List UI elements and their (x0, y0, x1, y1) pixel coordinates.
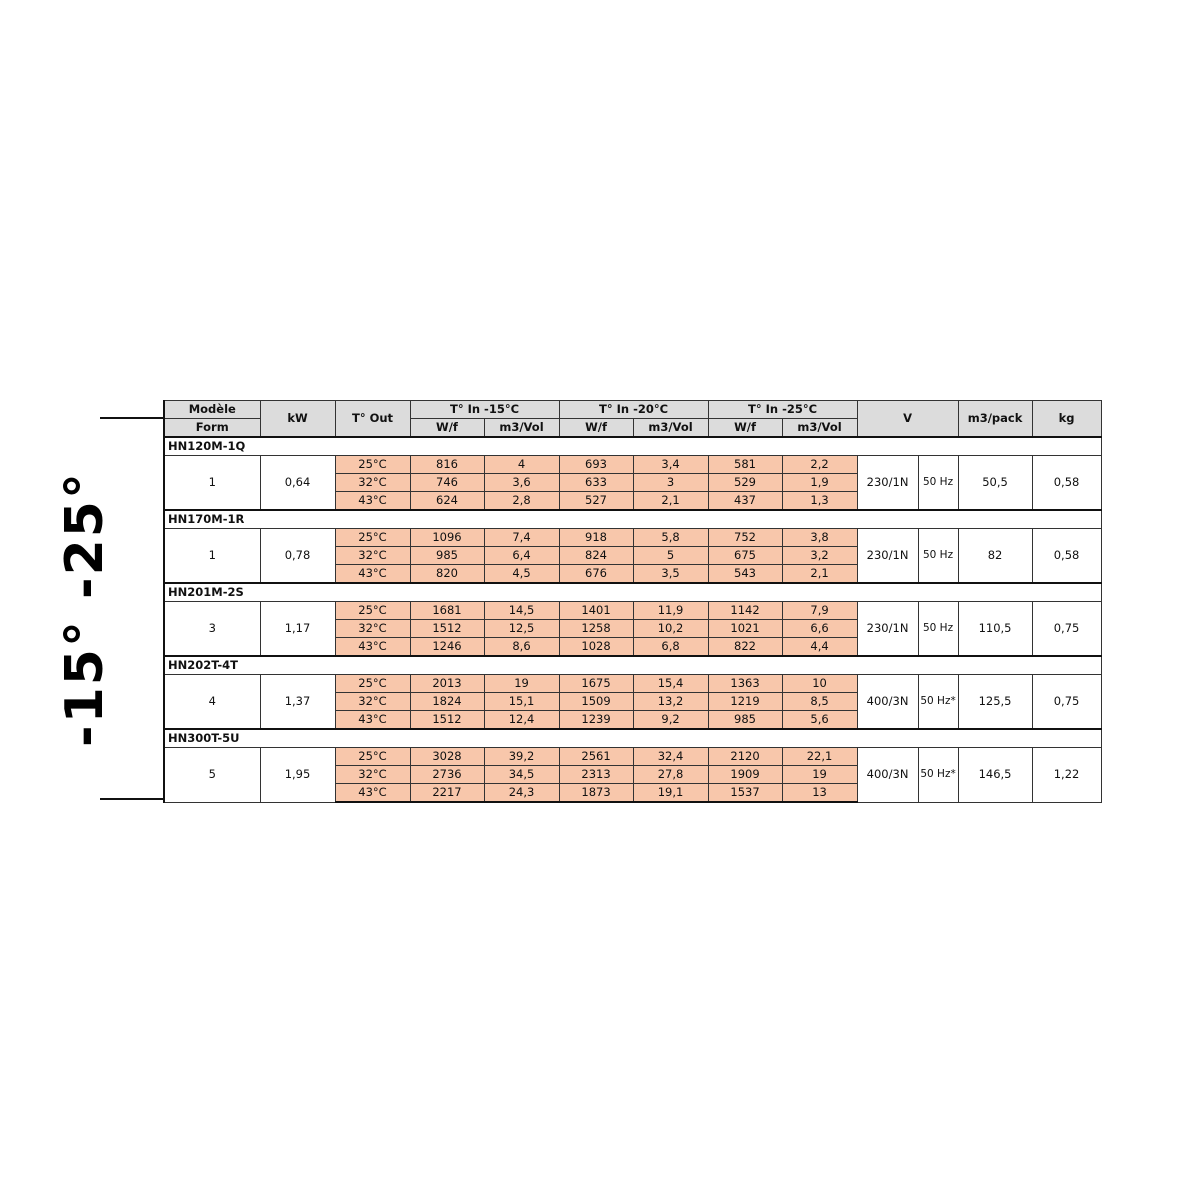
wf-25-cell: 985 (708, 711, 782, 730)
t-out-cell: 32°C (335, 547, 410, 565)
m3vol-15-cell: 15,1 (484, 693, 559, 711)
wf-15-cell: 1512 (410, 620, 484, 638)
model-name-row-fill (260, 656, 1101, 675)
wf-25-cell: 1909 (708, 766, 782, 784)
t-out-cell: 32°C (335, 766, 410, 784)
model-name: HN300T-5U (164, 729, 260, 748)
m3vol-20-cell: 3,5 (633, 565, 708, 584)
m3vol-20-cell: 11,9 (633, 602, 708, 620)
m3vol-20-cell: 5 (633, 547, 708, 565)
wf-25-cell: 1537 (708, 784, 782, 803)
wf-15-cell: 816 (410, 456, 484, 474)
t-out-cell: 25°C (335, 456, 410, 474)
m3vol-15-cell: 7,4 (484, 529, 559, 547)
form-cell: 4 (164, 675, 260, 730)
voltage-cell: 230/1N (857, 529, 918, 584)
header-kg: kg (1032, 401, 1101, 438)
header-t-in-25: T° In -25°C (708, 401, 857, 419)
m3vol-15-cell: 14,5 (484, 602, 559, 620)
wf-20-cell: 2561 (559, 748, 633, 766)
m3vol-15-cell: 12,4 (484, 711, 559, 730)
data-row (164, 675, 1101, 693)
m3-pack-cell: 82 (958, 529, 1032, 584)
model-name: HN201M-2S (164, 583, 260, 602)
t-out-cell: 25°C (335, 602, 410, 620)
wf-15-cell: 1512 (410, 711, 484, 730)
model-name-row-fill (260, 583, 1101, 602)
t-out-cell: 43°C (335, 784, 410, 803)
frequency-cell: 50 Hz (918, 529, 958, 584)
m3vol-25-cell: 22,1 (782, 748, 857, 766)
m3vol-25-cell: 3,2 (782, 547, 857, 565)
wf-15-cell: 746 (410, 474, 484, 492)
model-name-row (164, 510, 1101, 529)
m3vol-15-cell: 6,4 (484, 547, 559, 565)
m3vol-20-cell: 3 (633, 474, 708, 492)
wf-25-cell: 675 (708, 547, 782, 565)
header-wf-20: W/f (559, 419, 633, 438)
m3vol-20-cell: 13,2 (633, 693, 708, 711)
wf-15-cell: 1246 (410, 638, 484, 657)
m3vol-20-cell: 5,8 (633, 529, 708, 547)
header-row-1 (164, 401, 1101, 419)
voltage-cell: 400/3N (857, 675, 918, 730)
wf-25-cell: 1219 (708, 693, 782, 711)
header-m3vol-20: m3/Vol (633, 419, 708, 438)
wf-25-cell: 1021 (708, 620, 782, 638)
model-name-row (164, 656, 1101, 675)
voltage-cell: 230/1N (857, 602, 918, 657)
t-out-cell: 25°C (335, 529, 410, 547)
wf-20-cell: 527 (559, 492, 633, 511)
data-row (164, 748, 1101, 766)
m3vol-15-cell: 39,2 (484, 748, 559, 766)
wf-20-cell: 1675 (559, 675, 633, 693)
frequency-cell: 50 Hz (918, 456, 958, 511)
kg-cell: 1,22 (1032, 748, 1101, 803)
m3vol-25-cell: 8,5 (782, 693, 857, 711)
header-m3vol-25: m3/Vol (782, 419, 857, 438)
model-name: HN170M-1R (164, 510, 260, 529)
t-out-cell: 32°C (335, 474, 410, 492)
temperature-range-label-container (30, 418, 140, 799)
form-cell: 5 (164, 748, 260, 803)
kg-cell: 0,58 (1032, 456, 1101, 511)
m3vol-25-cell: 1,9 (782, 474, 857, 492)
wf-15-cell: 985 (410, 547, 484, 565)
data-row (164, 456, 1101, 474)
m3-pack-cell: 110,5 (958, 602, 1032, 657)
wf-20-cell: 633 (559, 474, 633, 492)
form-cell: 3 (164, 602, 260, 657)
m3vol-25-cell: 13 (782, 784, 857, 803)
wf-20-cell: 1509 (559, 693, 633, 711)
t-out-cell: 32°C (335, 620, 410, 638)
temperature-range-label: -15° -25° (55, 470, 115, 747)
m3vol-20-cell: 19,1 (633, 784, 708, 803)
wf-15-cell: 2217 (410, 784, 484, 803)
wf-20-cell: 1258 (559, 620, 633, 638)
header-m3vol-15: m3/Vol (484, 419, 559, 438)
t-out-cell: 32°C (335, 693, 410, 711)
wf-25-cell: 543 (708, 565, 782, 584)
m3vol-25-cell: 10 (782, 675, 857, 693)
frequency-cell: 50 Hz* (918, 675, 958, 730)
header-form: Form (164, 419, 260, 438)
m3vol-20-cell: 6,8 (633, 638, 708, 657)
wf-15-cell: 2736 (410, 766, 484, 784)
side-label-bottom-rule (100, 798, 164, 800)
header-kw: kW (260, 401, 335, 438)
m3vol-15-cell: 12,5 (484, 620, 559, 638)
spec-table-header (164, 401, 1101, 438)
wf-15-cell: 2013 (410, 675, 484, 693)
kw-cell: 1,17 (260, 602, 335, 657)
m3vol-25-cell: 2,1 (782, 565, 857, 584)
t-out-cell: 43°C (335, 711, 410, 730)
kw-cell: 1,95 (260, 748, 335, 803)
header-wf-25: W/f (708, 419, 782, 438)
m3vol-25-cell: 2,2 (782, 456, 857, 474)
wf-25-cell: 1363 (708, 675, 782, 693)
header-voltage: V (857, 401, 958, 438)
m3vol-25-cell: 6,6 (782, 620, 857, 638)
t-out-cell: 43°C (335, 492, 410, 511)
m3vol-15-cell: 4 (484, 456, 559, 474)
frequency-cell: 50 Hz* (918, 748, 958, 803)
wf-20-cell: 1401 (559, 602, 633, 620)
wf-20-cell: 693 (559, 456, 633, 474)
model-name: HN120M-1Q (164, 437, 260, 456)
t-out-cell: 43°C (335, 565, 410, 584)
wf-25-cell: 581 (708, 456, 782, 474)
m3vol-20-cell: 9,2 (633, 711, 708, 730)
wf-25-cell: 1142 (708, 602, 782, 620)
m3vol-20-cell: 2,1 (633, 492, 708, 511)
header-modele: Modèle (164, 401, 260, 419)
m3-pack-cell: 50,5 (958, 456, 1032, 511)
wf-15-cell: 1096 (410, 529, 484, 547)
voltage-cell: 400/3N (857, 748, 918, 803)
wf-15-cell: 3028 (410, 748, 484, 766)
model-name-row (164, 583, 1101, 602)
header-m3-pack: m3/pack (958, 401, 1032, 438)
m3-pack-cell: 125,5 (958, 675, 1032, 730)
form-cell: 1 (164, 529, 260, 584)
m3vol-20-cell: 10,2 (633, 620, 708, 638)
wf-20-cell: 676 (559, 565, 633, 584)
kg-cell: 0,75 (1032, 675, 1101, 730)
wf-25-cell: 822 (708, 638, 782, 657)
header-t-out: T° Out (335, 401, 410, 438)
model-name-row-fill (260, 729, 1101, 748)
m3-pack-cell: 146,5 (958, 748, 1032, 803)
t-out-cell: 25°C (335, 675, 410, 693)
wf-20-cell: 1239 (559, 711, 633, 730)
wf-25-cell: 752 (708, 529, 782, 547)
m3vol-25-cell: 3,8 (782, 529, 857, 547)
data-row (164, 529, 1101, 547)
wf-25-cell: 437 (708, 492, 782, 511)
m3vol-15-cell: 24,3 (484, 784, 559, 803)
kw-cell: 0,64 (260, 456, 335, 511)
wf-25-cell: 2120 (708, 748, 782, 766)
wf-15-cell: 1824 (410, 693, 484, 711)
model-name: HN202T-4T (164, 656, 260, 675)
wf-15-cell: 1681 (410, 602, 484, 620)
frequency-cell: 50 Hz (918, 602, 958, 657)
m3vol-15-cell: 3,6 (484, 474, 559, 492)
m3vol-20-cell: 27,8 (633, 766, 708, 784)
model-name-row (164, 729, 1101, 748)
wf-20-cell: 2313 (559, 766, 633, 784)
data-row (164, 602, 1101, 620)
m3vol-20-cell: 15,4 (633, 675, 708, 693)
m3vol-25-cell: 7,9 (782, 602, 857, 620)
wf-20-cell: 824 (559, 547, 633, 565)
wf-20-cell: 1873 (559, 784, 633, 803)
kg-cell: 0,58 (1032, 529, 1101, 584)
m3vol-15-cell: 34,5 (484, 766, 559, 784)
kg-cell: 0,75 (1032, 602, 1101, 657)
model-name-row-fill (260, 510, 1101, 529)
header-wf-15: W/f (410, 419, 484, 438)
m3vol-15-cell: 2,8 (484, 492, 559, 511)
m3vol-25-cell: 19 (782, 766, 857, 784)
t-out-cell: 43°C (335, 638, 410, 657)
t-out-cell: 25°C (335, 748, 410, 766)
m3vol-15-cell: 19 (484, 675, 559, 693)
m3vol-15-cell: 4,5 (484, 565, 559, 584)
model-name-row (164, 437, 1101, 456)
voltage-cell: 230/1N (857, 456, 918, 511)
spec-table-body (164, 437, 1101, 802)
kw-cell: 0,78 (260, 529, 335, 584)
header-t-in-20: T° In -20°C (559, 401, 708, 419)
wf-15-cell: 624 (410, 492, 484, 511)
model-name-row-fill (260, 437, 1101, 456)
wf-20-cell: 918 (559, 529, 633, 547)
wf-20-cell: 1028 (559, 638, 633, 657)
header-t-in-15: T° In -15°C (410, 401, 559, 419)
wf-15-cell: 820 (410, 565, 484, 584)
spec-table (163, 400, 1102, 803)
m3vol-20-cell: 3,4 (633, 456, 708, 474)
m3vol-20-cell: 32,4 (633, 748, 708, 766)
m3vol-25-cell: 4,4 (782, 638, 857, 657)
m3vol-25-cell: 5,6 (782, 711, 857, 730)
form-cell: 1 (164, 456, 260, 511)
m3vol-25-cell: 1,3 (782, 492, 857, 511)
wf-25-cell: 529 (708, 474, 782, 492)
kw-cell: 1,37 (260, 675, 335, 730)
m3vol-15-cell: 8,6 (484, 638, 559, 657)
